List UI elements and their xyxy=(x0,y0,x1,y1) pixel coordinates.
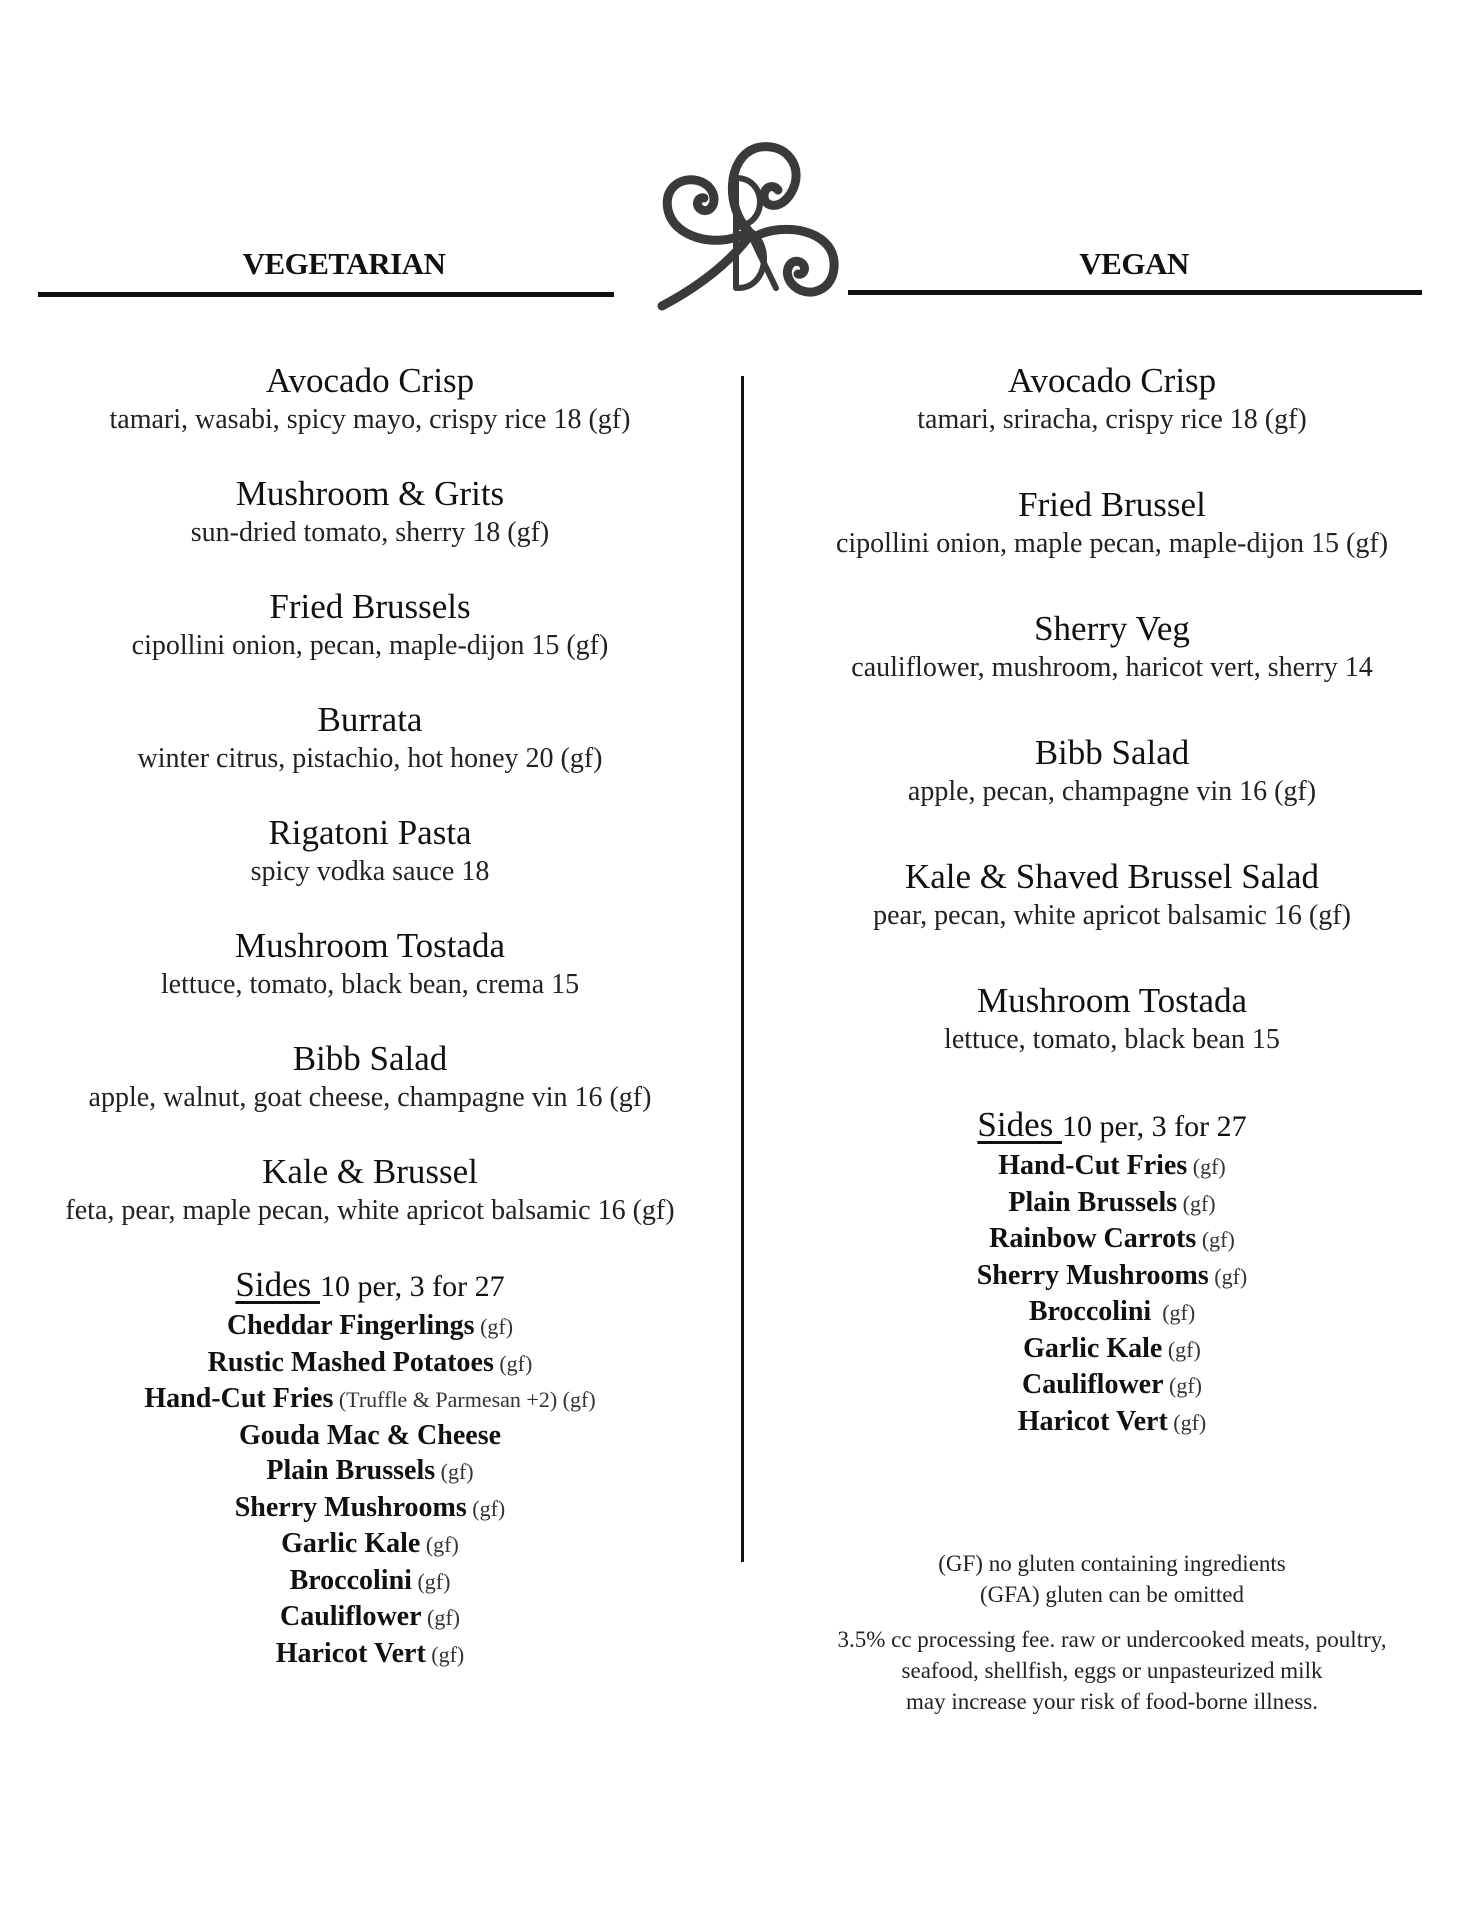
dish-description: cauliflower, mushroom, haricot vert, sherry 14 xyxy=(851,652,1373,683)
sides-heading xyxy=(762,1104,1462,1148)
menu-item xyxy=(762,980,1462,1104)
side-item xyxy=(762,1258,1462,1295)
vegetarian-menu-column xyxy=(20,360,720,1672)
side-item xyxy=(762,1294,1462,1331)
gf-legend: (GF) no gluten containing ingredients xyxy=(938,1551,1286,1576)
menu-item xyxy=(762,856,1462,980)
side-name: Sherry Mushrooms xyxy=(976,1259,1209,1291)
side-item xyxy=(20,1308,720,1345)
gluten-free-mark: (gf) xyxy=(1196,1227,1235,1252)
side-name: Hand-Cut Fries xyxy=(144,1383,334,1414)
side-name: Rainbow Carrots xyxy=(989,1223,1197,1254)
side-item xyxy=(762,1367,1462,1404)
side-item xyxy=(20,1345,720,1382)
side-name: Gouda Mac & Cheese xyxy=(238,1419,502,1451)
side-item xyxy=(762,1404,1462,1441)
dish-name: Mushroom Tostada xyxy=(234,926,506,965)
gluten-free-mark: (gf) xyxy=(425,1641,465,1667)
side-item xyxy=(762,1221,1462,1258)
side-name: Plain Brussels xyxy=(266,1455,436,1486)
side-item xyxy=(20,1526,720,1563)
side-note: (Truffle & Parmesan +2) xyxy=(333,1387,558,1412)
side-name: Plain Brussels xyxy=(1008,1186,1178,1218)
side-item xyxy=(762,1331,1462,1368)
side-name: Sherry Mushrooms xyxy=(234,1491,467,1523)
gluten-free-mark: (gf) xyxy=(421,1605,460,1630)
dish-name: Kale & Shaved Brussel Salad xyxy=(904,857,1320,896)
sides-heading xyxy=(20,1264,720,1308)
side-name: Cauliflower xyxy=(1021,1369,1164,1400)
vegan-title-rule xyxy=(848,290,1422,295)
dish-name: Rigatoni Pasta xyxy=(268,813,472,852)
dish-description: apple, pecan, champagne vin 16 (gf) xyxy=(907,776,1317,807)
gluten-free-mark: (gf) xyxy=(1162,1336,1201,1362)
side-item xyxy=(20,1418,720,1454)
side-item xyxy=(20,1453,720,1490)
side-item xyxy=(762,1185,1462,1222)
gluten-free-mark: (gf) xyxy=(1187,1154,1226,1179)
dish-name: Fried Brussel xyxy=(1018,485,1206,524)
dish-name: Kale & Brussel xyxy=(262,1152,478,1191)
vegan-menu-column xyxy=(762,360,1462,1440)
menu-item xyxy=(20,360,720,473)
vegan-section-title: VEGAN xyxy=(1079,246,1189,281)
menu-item xyxy=(20,473,720,586)
side-item xyxy=(20,1490,720,1527)
gfa-legend: (GFA) gluten can be omitted xyxy=(979,1582,1244,1607)
side-item xyxy=(762,1148,1462,1185)
disclaimer-line: may increase your risk of food-borne illness. xyxy=(906,1689,1318,1714)
menu-item xyxy=(20,812,720,925)
side-item xyxy=(20,1599,720,1636)
side-name: Hand-Cut Fries xyxy=(998,1150,1188,1181)
menu-item xyxy=(762,484,1462,608)
sides-label: Sides xyxy=(235,1265,320,1304)
dish-name: Avocado Crisp xyxy=(1007,361,1217,400)
gluten-free-mark: (gf) xyxy=(1167,1409,1207,1435)
gluten-free-mark: (gf) xyxy=(466,1495,506,1521)
side-name: Cauliflower xyxy=(279,1601,422,1632)
gluten-free-mark: (gf) xyxy=(411,1568,451,1594)
menu-item xyxy=(20,1038,720,1151)
dish-name: Fried Brussels xyxy=(269,587,471,626)
dish-description: feta, pear, maple pecan, white apricot balsamic 16 (gf) xyxy=(65,1195,675,1226)
dish-description: cipollini onion, maple pecan, maple-dijon 15 (gf) xyxy=(835,528,1389,559)
gluten-free-mark: (gf) xyxy=(1163,1373,1202,1398)
disclaimer-line: seafood, shellfish, eggs or unpasteurized milk xyxy=(901,1658,1323,1683)
sides-label: Sides xyxy=(977,1105,1062,1144)
menu-item xyxy=(20,1151,720,1264)
sides-price: 10 per, 3 for 27 xyxy=(320,1270,505,1303)
side-name: Garlic Kale xyxy=(1023,1332,1163,1364)
dish-description: spicy vodka sauce 18 xyxy=(250,856,490,887)
dish-name: Mushroom Tostada xyxy=(976,981,1248,1020)
menu-item xyxy=(20,586,720,699)
dish-description: lettuce, tomato, black bean 15 xyxy=(944,1024,1280,1055)
side-item xyxy=(20,1563,720,1600)
dish-description: tamari, wasabi, spicy mayo, crispy rice 18 (gf) xyxy=(109,404,631,435)
menu-item xyxy=(762,360,1462,484)
dish-description: pear, pecan, white apricot balsamic 16 (gf) xyxy=(873,900,1351,931)
side-name: Garlic Kale xyxy=(281,1528,421,1559)
sides-price: 10 per, 3 for 27 xyxy=(1062,1110,1247,1143)
clover-monogram-logo-icon xyxy=(656,138,846,316)
dish-description: winter citrus, pistachio, hot honey 20 (gf) xyxy=(137,743,603,774)
dish-name: Sherry Veg xyxy=(1034,609,1190,648)
gluten-free-mark: (gf) xyxy=(493,1350,533,1376)
gluten-free-mark: (gf) xyxy=(1177,1190,1216,1216)
menu-footnotes xyxy=(762,1548,1462,1717)
menu-item xyxy=(20,699,720,812)
side-name: Rustic Mashed Potatoes xyxy=(207,1346,494,1378)
gluten-free-mark: (gf) xyxy=(557,1387,596,1412)
vegetarian-title-rule xyxy=(38,292,614,297)
gluten-free-mark: (gf) xyxy=(1208,1263,1248,1289)
dish-description: cipollini onion, pecan, maple-dijon 15 (gf) xyxy=(131,630,609,661)
gluten-free-mark: (gf) xyxy=(1151,1300,1196,1325)
disclaimer-line: 3.5% cc processing fee. raw or undercooked meats, poultry, xyxy=(837,1627,1387,1652)
gluten-free-mark: (gf) xyxy=(435,1459,474,1484)
side-name: Cheddar Fingerlings xyxy=(226,1310,475,1341)
side-name: Haricot Vert xyxy=(275,1637,426,1669)
dish-description: tamari, sriracha, crispy rice 18 (gf) xyxy=(917,404,1307,435)
dish-name: Bibb Salad xyxy=(1034,733,1190,772)
menu-item xyxy=(762,732,1462,856)
vegetarian-section-title: VEGETARIAN xyxy=(242,246,446,281)
column-divider xyxy=(741,376,744,1562)
menu-item xyxy=(762,608,1462,732)
side-name: Broccolini xyxy=(289,1564,412,1596)
side-item xyxy=(20,1381,720,1418)
dish-description: apple, walnut, goat cheese, champagne vin 16 (gf) xyxy=(88,1082,652,1113)
side-name: Broccolini xyxy=(1028,1296,1152,1327)
side-name: Haricot Vert xyxy=(1017,1405,1168,1437)
footnote-spacer xyxy=(762,1610,1462,1624)
dish-name: Avocado Crisp xyxy=(265,361,475,400)
gluten-free-mark: (gf) xyxy=(474,1314,514,1339)
dish-description: lettuce, tomato, black bean, crema 15 xyxy=(160,969,580,1000)
gluten-free-mark: (gf) xyxy=(420,1532,459,1557)
menu-item xyxy=(20,925,720,1038)
side-item xyxy=(20,1636,720,1673)
dish-description: sun-dried tomato, sherry 18 (gf) xyxy=(190,517,550,548)
dish-name: Bibb Salad xyxy=(292,1039,448,1078)
dish-name: Mushroom & Grits xyxy=(235,474,505,513)
dish-name: Burrata xyxy=(317,700,423,739)
